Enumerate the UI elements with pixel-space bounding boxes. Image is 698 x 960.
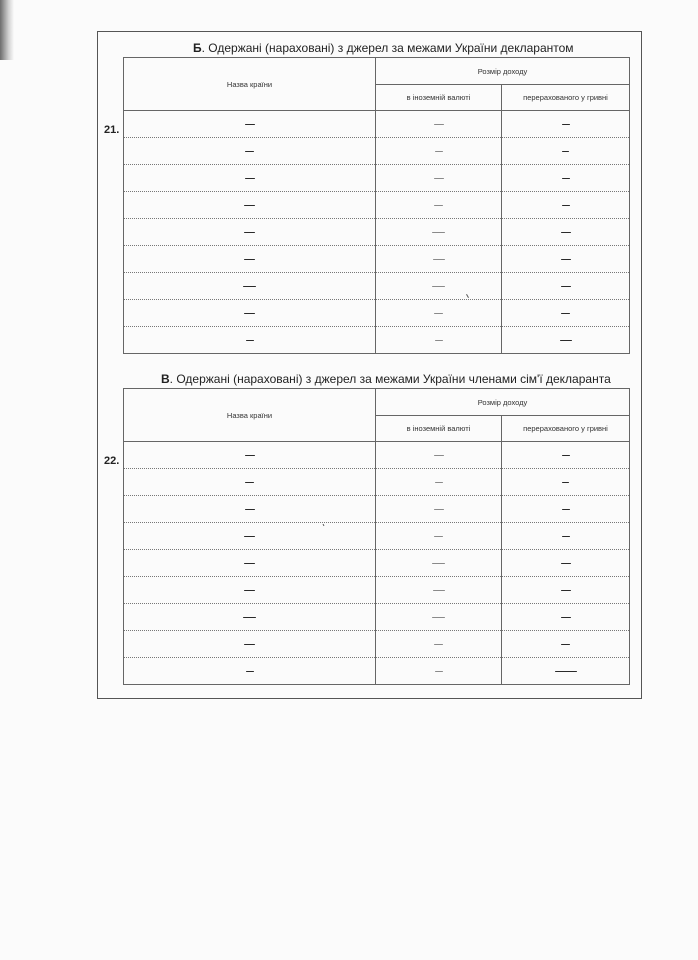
country-cell (124, 577, 376, 604)
uah-cell (502, 219, 630, 246)
handwritten-dash (244, 563, 255, 564)
handwritten-dash (433, 259, 445, 260)
uah-cell (502, 604, 630, 631)
uah-cell (502, 577, 630, 604)
country-cell (124, 246, 376, 273)
uah-cell (502, 192, 630, 219)
uah-cell (502, 165, 630, 192)
handwritten-dash (432, 563, 445, 564)
uah-cell (502, 523, 630, 550)
foreign-currency-cell (376, 111, 502, 138)
handwritten-dash (244, 313, 255, 314)
handwritten-dash (435, 340, 443, 341)
handwritten-dash (562, 536, 570, 537)
handwritten-dash (561, 644, 570, 645)
foreign-currency-cell (376, 138, 502, 165)
handwritten-dash (432, 617, 445, 618)
foreign-currency-cell (376, 496, 502, 523)
uah-cell (502, 273, 630, 300)
table-row (124, 300, 630, 327)
handwritten-dash (561, 590, 571, 591)
country-cell (124, 658, 376, 685)
header-foreign-currency: в іноземній валюті (376, 85, 502, 111)
country-cell (124, 111, 376, 138)
foreign-currency-cell (376, 604, 502, 631)
uah-cell (502, 111, 630, 138)
handwritten-dash (434, 124, 444, 125)
table-row (124, 192, 630, 219)
handwritten-dash (562, 205, 570, 206)
handwritten-dash (560, 340, 572, 341)
country-cell (124, 192, 376, 219)
handwritten-dash (562, 178, 570, 179)
country-cell (124, 550, 376, 577)
handwritten-dash (244, 536, 255, 537)
handwritten-dash (433, 590, 445, 591)
uah-cell (502, 327, 630, 354)
table-row (124, 658, 630, 685)
handwritten-dash (244, 590, 255, 591)
section-v-title (161, 372, 611, 386)
foreign-currency-cell (376, 219, 502, 246)
handwritten-dash (561, 617, 571, 618)
section-b-row-number: 21. (104, 124, 120, 136)
section-v-row-number: 22. (104, 455, 120, 467)
uah-cell (502, 550, 630, 577)
handwritten-dash (245, 124, 255, 125)
handwritten-dash (245, 178, 255, 179)
header-country: Назва країни (124, 58, 376, 111)
handwritten-dash (434, 313, 443, 314)
handwritten-dash (246, 671, 254, 672)
handwritten-dash (562, 482, 569, 483)
handwritten-dash (555, 671, 577, 672)
country-cell (124, 219, 376, 246)
handwritten-dash (245, 509, 255, 510)
uah-cell (502, 246, 630, 273)
handwritten-dash (434, 536, 443, 537)
handwritten-dash (245, 455, 255, 456)
foreign-currency-cell (376, 327, 502, 354)
table-row (124, 273, 630, 300)
handwritten-dash (244, 259, 255, 260)
section-v-table (123, 388, 630, 685)
handwritten-dash (562, 151, 569, 152)
table-row (124, 604, 630, 631)
scan-speck (323, 524, 325, 526)
header-foreign-currency: в іноземній валюті (376, 416, 502, 442)
section-v-letter: В (161, 372, 170, 386)
country-cell (124, 165, 376, 192)
foreign-currency-cell (376, 246, 502, 273)
handwritten-dash (434, 178, 444, 179)
foreign-currency-cell (376, 469, 502, 496)
table-row (124, 550, 630, 577)
uah-cell (502, 442, 630, 469)
country-cell (124, 327, 376, 354)
handwritten-dash (561, 232, 571, 233)
country-cell (124, 469, 376, 496)
handwritten-dash (243, 286, 256, 287)
handwritten-dash (562, 455, 570, 456)
handwritten-dash (246, 340, 254, 341)
section-b-rows (124, 111, 630, 354)
handwritten-dash (561, 313, 570, 314)
handwritten-dash (434, 455, 444, 456)
foreign-currency-cell (376, 550, 502, 577)
handwritten-dash (245, 151, 254, 152)
country-cell (124, 138, 376, 165)
section-b-title (193, 41, 574, 55)
section-b-table (123, 57, 630, 354)
handwritten-dash (434, 509, 444, 510)
foreign-currency-cell (376, 577, 502, 604)
table-row (124, 246, 630, 273)
country-cell (124, 442, 376, 469)
uah-cell (502, 469, 630, 496)
handwritten-dash (244, 232, 255, 233)
header-income: Розмір доходу (376, 389, 630, 416)
handwritten-dash (561, 286, 571, 287)
handwritten-dash (435, 671, 443, 672)
scan-shadow (0, 0, 14, 60)
table-row (124, 442, 630, 469)
handwritten-dash (432, 232, 445, 233)
handwritten-dash (561, 259, 571, 260)
handwritten-dash (432, 286, 445, 287)
foreign-currency-cell (376, 442, 502, 469)
foreign-currency-cell (376, 658, 502, 685)
handwritten-dash (562, 124, 570, 125)
handwritten-dash (435, 151, 443, 152)
country-cell (124, 604, 376, 631)
foreign-currency-cell (376, 192, 502, 219)
section-b-letter: Б (193, 41, 202, 55)
country-cell (124, 273, 376, 300)
handwritten-dash (434, 205, 443, 206)
handwritten-dash (244, 644, 255, 645)
foreign-currency-cell (376, 631, 502, 658)
foreign-currency-cell (376, 300, 502, 327)
foreign-currency-cell (376, 273, 502, 300)
table-row (124, 577, 630, 604)
table-row (124, 631, 630, 658)
foreign-currency-cell (376, 523, 502, 550)
header-uah: перерахованого у гривні (502, 85, 630, 111)
section-b-title-text: . Одержані (нараховані) з джерел за межами України декларантом (201, 41, 574, 55)
uah-cell (502, 631, 630, 658)
foreign-currency-cell (376, 165, 502, 192)
table-row (124, 523, 630, 550)
uah-cell (502, 496, 630, 523)
uah-cell (502, 658, 630, 685)
handwritten-dash (435, 482, 443, 483)
handwritten-dash (562, 509, 570, 510)
header-country: Назва країни (124, 389, 376, 442)
section-v-rows (124, 442, 630, 685)
country-cell (124, 523, 376, 550)
handwritten-dash (561, 563, 571, 564)
country-cell (124, 300, 376, 327)
uah-cell (502, 300, 630, 327)
table-row (124, 165, 630, 192)
header-income: Розмір доходу (376, 58, 630, 85)
uah-cell (502, 138, 630, 165)
table-row (124, 219, 630, 246)
table-row (124, 496, 630, 523)
table-row (124, 469, 630, 496)
table-row (124, 327, 630, 354)
handwritten-dash (245, 482, 254, 483)
handwritten-dash (434, 644, 443, 645)
table-row (124, 111, 630, 138)
header-uah: перерахованого у гривні (502, 416, 630, 442)
section-v-title-text: . Одержані (нараховані) з джерел за межами України членами сім'ї декларанта (169, 372, 611, 386)
handwritten-dash (243, 617, 256, 618)
country-cell (124, 631, 376, 658)
country-cell (124, 496, 376, 523)
handwritten-dash (244, 205, 255, 206)
table-row (124, 138, 630, 165)
